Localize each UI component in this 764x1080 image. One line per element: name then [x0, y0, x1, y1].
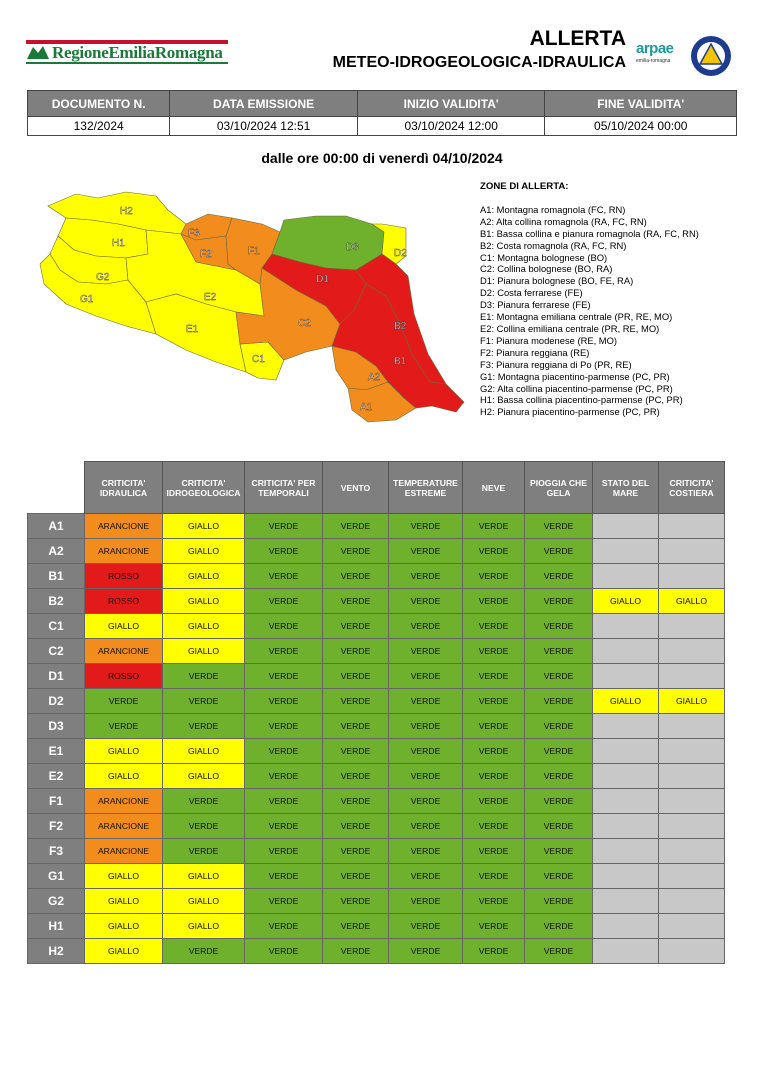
- risk-cell: VERDE: [463, 614, 525, 639]
- risk-cell: GIALLO: [163, 864, 245, 889]
- legend-item: E1: Montagna emiliana centrale (PR, RE, MO): [480, 311, 673, 323]
- table-row: [28, 664, 725, 689]
- map-label-h2: H2: [120, 206, 133, 217]
- zone-label: E2: [28, 764, 85, 789]
- risk-cell: VERDE: [245, 764, 323, 789]
- legend-item: C2: Collina bolognese (BO, RA): [480, 263, 613, 275]
- doc-header-number: DOCUMENTO N.: [28, 91, 170, 117]
- risk-cell: VERDE: [163, 664, 245, 689]
- risk-cell: VERDE: [323, 889, 389, 914]
- risk-cell: VERDE: [323, 664, 389, 689]
- risk-cell: [593, 539, 659, 564]
- risk-cell: ROSSO: [85, 664, 163, 689]
- zone-label: F1: [28, 789, 85, 814]
- map-label-c2: C2: [298, 318, 311, 329]
- risk-cell: VERDE: [163, 939, 245, 964]
- risk-cell: VERDE: [245, 939, 323, 964]
- table-row: [28, 889, 725, 914]
- risk-cell: VERDE: [525, 539, 593, 564]
- risk-cell: VERDE: [389, 614, 463, 639]
- map-label-d1: D1: [316, 274, 329, 285]
- legend-title: ZONE DI ALLERTA:: [480, 181, 569, 192]
- risk-cell: ARANCIONE: [85, 789, 163, 814]
- risk-cell: VERDE: [389, 664, 463, 689]
- risk-cell: VERDE: [245, 689, 323, 714]
- column-header: CRITICITA' IDROGEOLOGICA: [163, 462, 245, 514]
- risk-cell: [659, 764, 725, 789]
- zone-label: A2: [28, 539, 85, 564]
- zone-label: D3: [28, 714, 85, 739]
- risk-cell: [659, 539, 725, 564]
- risk-cell: VERDE: [463, 864, 525, 889]
- risk-cell: [593, 939, 659, 964]
- risk-cell: ARANCIONE: [85, 514, 163, 539]
- map-label-a2: A2: [368, 372, 381, 383]
- legend-item: A2: Alta collina romagnola (RA, FC, RN): [480, 215, 647, 227]
- risk-cell: VERDE: [389, 739, 463, 764]
- risk-cell: [593, 564, 659, 589]
- risk-cell: ARANCIONE: [85, 539, 163, 564]
- risk-cell: VERDE: [525, 839, 593, 864]
- zones-legend: [480, 181, 760, 418]
- risk-cell: VERDE: [525, 739, 593, 764]
- risk-cell: VERDE: [245, 714, 323, 739]
- risk-cell: [659, 839, 725, 864]
- table-row: [28, 564, 725, 589]
- risk-cell: VERDE: [525, 664, 593, 689]
- risk-cell: [593, 764, 659, 789]
- zone-label: H2: [28, 939, 85, 964]
- column-header: TEMPERATURE ESTREME: [389, 462, 463, 514]
- risk-cell: VERDE: [525, 514, 593, 539]
- risk-cell: GIALLO: [163, 614, 245, 639]
- page-subtitle: METEO-IDROGEOLOGICA-IDRAULICA: [332, 54, 626, 71]
- doc-header-start: INIZIO VALIDITA': [357, 91, 545, 117]
- risk-cell: [593, 639, 659, 664]
- table-row: [28, 864, 725, 889]
- zone-label: F2: [28, 814, 85, 839]
- risk-cell: [593, 789, 659, 814]
- risk-cell: VERDE: [245, 639, 323, 664]
- map-label-f2: F2: [200, 249, 212, 260]
- risk-cell: VERDE: [463, 514, 525, 539]
- risk-cell: VERDE: [245, 664, 323, 689]
- risk-cell: VERDE: [389, 789, 463, 814]
- validity-period: dalle ore 00:00 di venerdì 04/10/2024: [261, 150, 503, 166]
- risk-cell: [659, 614, 725, 639]
- region-logo-text: RegioneEmiliaRomagna: [52, 43, 223, 62]
- risk-cell: VERDE: [463, 639, 525, 664]
- risk-cell: VERDE: [245, 889, 323, 914]
- risk-cell: VERDE: [323, 939, 389, 964]
- risk-cell: VERDE: [389, 864, 463, 889]
- zone-label: C1: [28, 614, 85, 639]
- column-header: CRITICITA' PER TEMPORALI: [245, 462, 323, 514]
- risk-cell: VERDE: [525, 589, 593, 614]
- risk-cell: [593, 664, 659, 689]
- risk-cell: [659, 814, 725, 839]
- risk-cell: [593, 814, 659, 839]
- risk-cell: ARANCIONE: [85, 839, 163, 864]
- risk-cell: VERDE: [525, 914, 593, 939]
- risk-cell: [593, 914, 659, 939]
- risk-cell: [659, 564, 725, 589]
- map-label-b2: B2: [394, 321, 407, 332]
- risk-cell: [659, 864, 725, 889]
- risk-cell: GIALLO: [85, 889, 163, 914]
- risk-cell: VERDE: [323, 764, 389, 789]
- risk-cell: VERDE: [463, 589, 525, 614]
- doc-validity-start: 03/10/2024 12:00: [357, 117, 545, 136]
- table-row: [28, 514, 725, 539]
- risk-cell: VERDE: [463, 539, 525, 564]
- zone-label: B2: [28, 589, 85, 614]
- risk-cell: VERDE: [463, 739, 525, 764]
- risk-cell: VERDE: [463, 889, 525, 914]
- risk-cell: VERDE: [245, 914, 323, 939]
- zone-label: D1: [28, 664, 85, 689]
- risk-cell: VERDE: [389, 589, 463, 614]
- column-header: NEVE: [463, 462, 525, 514]
- zone-label: G1: [28, 864, 85, 889]
- risk-cell: VERDE: [163, 714, 245, 739]
- table-row: [28, 639, 725, 664]
- risk-cell: VERDE: [463, 839, 525, 864]
- risk-cell: VERDE: [525, 864, 593, 889]
- risk-cell: GIALLO: [85, 939, 163, 964]
- risk-cell: [593, 839, 659, 864]
- risk-cell: GIALLO: [659, 589, 725, 614]
- risk-cell: GIALLO: [85, 614, 163, 639]
- risk-cell: [659, 914, 725, 939]
- legend-item: C1: Montagna bolognese (BO): [480, 251, 608, 263]
- zone-label: G2: [28, 889, 85, 914]
- risk-cell: VERDE: [323, 689, 389, 714]
- risk-cell: VERDE: [323, 514, 389, 539]
- risk-cell: VERDE: [525, 789, 593, 814]
- risk-cell: VERDE: [245, 539, 323, 564]
- legend-item: E2: Collina emiliana centrale (PR, RE, MO): [480, 322, 660, 334]
- risk-cell: VERDE: [525, 564, 593, 589]
- column-header: VENTO: [323, 462, 389, 514]
- region-logo: [26, 40, 236, 66]
- legend-item: B1: Bassa collina e pianura romagnola (RA, FC, RN): [480, 227, 699, 239]
- risk-cell: VERDE: [323, 814, 389, 839]
- risk-cell: VERDE: [245, 739, 323, 764]
- risk-cell: VERDE: [389, 889, 463, 914]
- risk-cell: VERDE: [245, 814, 323, 839]
- risk-cell: VERDE: [245, 789, 323, 814]
- risk-cell: [659, 789, 725, 814]
- risk-cell: VERDE: [323, 714, 389, 739]
- legend-item: A1: Montagna romagnola (FC, RN): [480, 203, 626, 215]
- risk-cell: [659, 514, 725, 539]
- doc-header-emission: DATA EMISSIONE: [170, 91, 358, 117]
- zone-label: C2: [28, 639, 85, 664]
- legend-item: D2: Costa ferrarese (FE): [480, 287, 583, 299]
- zone-label: H1: [28, 914, 85, 939]
- document-info-table: [27, 90, 737, 136]
- legend-item: F3: Pianura reggiana di Po (PR, RE): [480, 358, 632, 370]
- risk-cell: ARANCIONE: [85, 814, 163, 839]
- risk-cell: GIALLO: [163, 914, 245, 939]
- risk-cell: VERDE: [323, 789, 389, 814]
- map-label-d2: D2: [394, 248, 407, 259]
- risk-cell: GIALLO: [85, 864, 163, 889]
- risk-cell: GIALLO: [163, 889, 245, 914]
- doc-validity-end: 05/10/2024 00:00: [545, 117, 737, 136]
- risk-cell: VERDE: [389, 814, 463, 839]
- risk-cell: GIALLO: [163, 739, 245, 764]
- legend-item: H2: Pianura piacentino-parmense (PC, PR): [480, 406, 660, 418]
- risk-cell: [593, 864, 659, 889]
- risk-cell: [593, 514, 659, 539]
- risk-cell: [659, 739, 725, 764]
- risk-cell: VERDE: [463, 564, 525, 589]
- table-row: [28, 789, 725, 814]
- map-label-f1: F1: [248, 246, 260, 257]
- risk-cell: VERDE: [389, 764, 463, 789]
- risk-cell: VERDE: [323, 614, 389, 639]
- map-label-g1: G1: [80, 294, 94, 305]
- map-label-d3: D3: [346, 242, 359, 253]
- table-row: [28, 739, 725, 764]
- risk-cell: GIALLO: [85, 914, 163, 939]
- legend-item: D1: Pianura bolognese (BO, FE, RA): [480, 275, 634, 287]
- risk-cell: GIALLO: [163, 589, 245, 614]
- risk-cell: VERDE: [163, 789, 245, 814]
- risk-cell: [659, 664, 725, 689]
- risk-cell: VERDE: [245, 864, 323, 889]
- column-header: CRITICITA' IDRAULICA: [85, 462, 163, 514]
- risk-cell: VERDE: [389, 914, 463, 939]
- risk-cell: [593, 714, 659, 739]
- risk-cell: VERDE: [389, 714, 463, 739]
- legend-item: G1: Montagna piacentino-parmense (PC, PR): [480, 370, 670, 382]
- risk-cell: VERDE: [389, 839, 463, 864]
- risk-cell: VERDE: [323, 839, 389, 864]
- map-label-c1: C1: [252, 354, 265, 365]
- legend-item: G2: Alta collina piacentino-parmense (PC, PR): [480, 382, 673, 394]
- risk-cell: VERDE: [245, 614, 323, 639]
- risk-cell: GIALLO: [163, 639, 245, 664]
- risk-cell: VERDE: [463, 689, 525, 714]
- risk-cell: VERDE: [323, 589, 389, 614]
- risk-cell: VERDE: [245, 514, 323, 539]
- risk-cell: ROSSO: [85, 589, 163, 614]
- zone-label: E1: [28, 739, 85, 764]
- risk-cell: ARANCIONE: [85, 639, 163, 664]
- table-row: [28, 689, 725, 714]
- zone-label: A1: [28, 514, 85, 539]
- legend-item: F2: Pianura reggiana (RE): [480, 346, 590, 358]
- risk-cell: VERDE: [85, 714, 163, 739]
- risk-cell: VERDE: [463, 814, 525, 839]
- table-row: [28, 614, 725, 639]
- risk-cell: GIALLO: [163, 539, 245, 564]
- risk-cell: VERDE: [389, 689, 463, 714]
- risk-cell: GIALLO: [593, 589, 659, 614]
- map-label-h1: H1: [112, 238, 125, 249]
- map-label-f3: F3: [188, 228, 200, 239]
- alert-zones-map: [36, 184, 468, 432]
- risk-cell: VERDE: [389, 939, 463, 964]
- risk-cell: VERDE: [245, 564, 323, 589]
- map-label-e2: E2: [204, 292, 217, 303]
- risk-cell: GIALLO: [593, 689, 659, 714]
- legend-list: [480, 204, 760, 418]
- risk-cell: [659, 939, 725, 964]
- protezione-civile-logo-icon: [690, 35, 732, 77]
- risk-matrix-table: [27, 461, 725, 964]
- risk-cell: VERDE: [389, 514, 463, 539]
- legend-item: H1: Bassa collina piacentino-parmense (PC, PR): [480, 394, 683, 406]
- risk-cell: GIALLO: [659, 689, 725, 714]
- doc-emission-date: 03/10/2024 12:51: [170, 117, 358, 136]
- legend-item: B2: Costa romagnola (RA, FC, RN): [480, 239, 627, 251]
- map-label-a1: A1: [360, 402, 373, 413]
- risk-cell: [659, 714, 725, 739]
- arpae-name: arpae: [636, 40, 674, 57]
- column-header: CRITICITA' COSTIERA: [659, 462, 725, 514]
- map-label-b1: B1: [394, 356, 407, 367]
- risk-cell: VERDE: [323, 639, 389, 664]
- risk-cell: VERDE: [85, 689, 163, 714]
- table-row: [28, 714, 725, 739]
- map-label-g2: G2: [96, 272, 110, 283]
- doc-number: 132/2024: [28, 117, 170, 136]
- zone-label: F3: [28, 839, 85, 864]
- table-row: [28, 539, 725, 564]
- risk-cell: [593, 889, 659, 914]
- legend-item: F1: Pianura modenese (RE, MO): [480, 334, 618, 346]
- risk-cell: ROSSO: [85, 564, 163, 589]
- risk-cell: VERDE: [525, 614, 593, 639]
- table-row: [28, 589, 725, 614]
- column-header: PIOGGIA CHE GELA: [525, 462, 593, 514]
- risk-cell: VERDE: [323, 914, 389, 939]
- map-label-e1: E1: [186, 324, 199, 335]
- risk-cell: GIALLO: [85, 764, 163, 789]
- risk-cell: VERDE: [163, 814, 245, 839]
- risk-cell: VERDE: [463, 664, 525, 689]
- legend-item: D3: Pianura ferrarese (FE): [480, 299, 591, 311]
- table-row: [28, 839, 725, 864]
- risk-cell: VERDE: [323, 739, 389, 764]
- page-title: ALLERTA: [529, 27, 626, 50]
- column-header: STATO DEL MARE: [593, 462, 659, 514]
- risk-cell: VERDE: [525, 714, 593, 739]
- risk-cell: VERDE: [525, 939, 593, 964]
- risk-cell: [659, 889, 725, 914]
- risk-cell: GIALLO: [85, 739, 163, 764]
- risk-cell: VERDE: [163, 689, 245, 714]
- risk-cell: VERDE: [323, 564, 389, 589]
- region-mark-icon: [26, 44, 50, 60]
- risk-cell: [659, 639, 725, 664]
- risk-cell: [593, 614, 659, 639]
- risk-cell: VERDE: [245, 589, 323, 614]
- doc-header-end: FINE VALIDITA': [545, 91, 737, 117]
- risk-cell: VERDE: [463, 764, 525, 789]
- logo-underline: [26, 62, 228, 64]
- risk-cell: GIALLO: [163, 514, 245, 539]
- risk-cell: VERDE: [245, 839, 323, 864]
- risk-cell: VERDE: [525, 764, 593, 789]
- risk-cell: GIALLO: [163, 564, 245, 589]
- risk-cell: [593, 739, 659, 764]
- risk-cell: VERDE: [389, 539, 463, 564]
- table-row: [28, 914, 725, 939]
- risk-cell: VERDE: [525, 889, 593, 914]
- zone-label: D2: [28, 689, 85, 714]
- risk-cell: VERDE: [389, 564, 463, 589]
- risk-cell: VERDE: [163, 839, 245, 864]
- table-row: [28, 764, 725, 789]
- risk-cell: VERDE: [323, 864, 389, 889]
- risk-cell: VERDE: [463, 789, 525, 814]
- risk-cell: VERDE: [323, 539, 389, 564]
- arpae-logo: [636, 40, 686, 64]
- risk-cell: VERDE: [463, 939, 525, 964]
- arpae-sub: emilia-romagna: [636, 58, 671, 64]
- table-row: [28, 814, 725, 839]
- risk-cell: VERDE: [525, 689, 593, 714]
- risk-cell: VERDE: [463, 914, 525, 939]
- risk-cell: GIALLO: [163, 764, 245, 789]
- risk-cell: VERDE: [389, 639, 463, 664]
- table-row: [28, 939, 725, 964]
- risk-cell: VERDE: [525, 814, 593, 839]
- risk-cell: VERDE: [525, 639, 593, 664]
- zone-label: B1: [28, 564, 85, 589]
- table-corner: [28, 462, 85, 514]
- risk-cell: VERDE: [463, 714, 525, 739]
